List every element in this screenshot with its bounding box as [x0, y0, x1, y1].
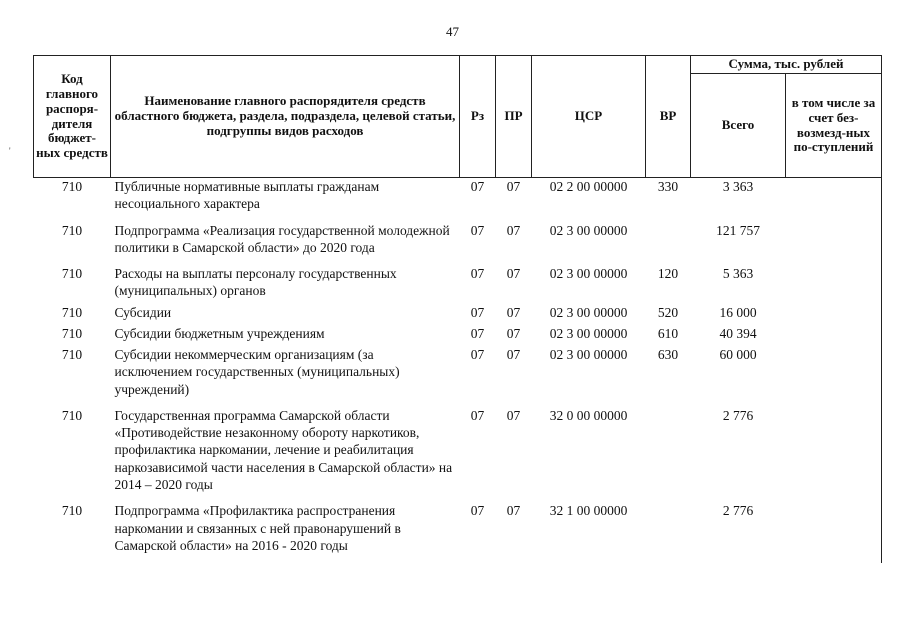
cell-code: 710 [61, 347, 83, 363]
header-code: Код главного распоря-дителя бюджет-ных средств [34, 56, 111, 178]
cell-csr: 02 3 00 00000 [549, 266, 628, 282]
header-name: Наименование главного распорядителя средств областного бюджета, раздела, подраздела, целевой статьи, подгруппы видов расходов [111, 56, 460, 178]
cell-csr: 02 3 00 00000 [549, 347, 628, 363]
cell-incl [786, 304, 882, 325]
table-row [34, 304, 882, 325]
cell-rz: 07 [470, 266, 485, 282]
header-vr: ВР [646, 56, 691, 178]
cell-name: Субсидии некоммерческим организациям (за исключением государственных (муниципальных) учреждений) [114, 347, 400, 397]
cell-pr: 07 [506, 503, 521, 519]
cell-csr: 02 3 00 00000 [549, 222, 628, 238]
cell-total: 5 363 [722, 266, 754, 282]
table-row [34, 346, 882, 407]
cell-total: 3 363 [722, 179, 754, 194]
cell-code: 710 [61, 222, 83, 238]
budget-table [33, 55, 882, 563]
cell-pr: 07 [506, 179, 521, 194]
cell-name: Субсидии бюджетным учреждениям [114, 325, 325, 341]
cell-incl [786, 265, 882, 304]
cell-csr: 02 2 00 00000 [549, 179, 628, 194]
cell-name: Публичные нормативные выплаты гражданам несоциального характера [114, 179, 380, 212]
cell-incl [786, 502, 882, 563]
cell-incl [786, 325, 882, 346]
cell-code: 710 [61, 325, 83, 341]
table-row [34, 407, 882, 502]
cell-rz: 07 [470, 222, 485, 238]
cell-vr: 630 [657, 347, 679, 363]
header-csr: ЦСР [532, 56, 646, 178]
cell-code: 710 [61, 304, 83, 320]
cell-name: Подпрограмма «Профилактика распространения наркомании и связанных с ней правонарушений в Самарской области» на 2016 - 2020 годы [114, 503, 401, 553]
cell-pr: 07 [506, 266, 521, 282]
cell-csr: 32 0 00 00000 [549, 407, 628, 423]
cell-pr: 07 [506, 222, 521, 238]
cell-code: 710 [61, 179, 83, 194]
cell-vr: 330 [657, 179, 679, 194]
cell-total: 16 000 [719, 304, 757, 320]
table-row [34, 325, 882, 346]
cell-total: 60 000 [719, 347, 757, 363]
cell-vr [646, 222, 691, 266]
table-row [34, 178, 882, 222]
table-row [34, 222, 882, 266]
header-pr: ПР [496, 56, 532, 178]
cell-pr: 07 [506, 407, 521, 423]
cell-rz: 07 [470, 503, 485, 519]
table-row [34, 502, 882, 563]
cell-rz: 07 [470, 304, 485, 320]
cell-total: 40 394 [719, 325, 757, 341]
cell-incl [786, 222, 882, 266]
cell-total: 2 776 [722, 503, 754, 519]
cell-total: 2 776 [722, 407, 754, 423]
cell-code: 710 [61, 503, 83, 519]
cell-rz: 07 [470, 179, 485, 194]
cell-name: Государственная программа Самарской области «Противодействие незаконному обороту наркотиков, профилактика наркомании, лечение и реабилитация наркозависимой части населения в Самарской области» на 2014 – 2020 годы [114, 407, 453, 492]
cell-rz: 07 [470, 407, 485, 423]
header-incl: в том числе за счет без-возмезд-ных по-ступлений [786, 74, 882, 178]
margin-mark: ' [9, 146, 11, 156]
cell-vr: 520 [657, 304, 679, 320]
cell-name: Субсидии [114, 304, 172, 320]
table-row [34, 265, 882, 304]
cell-code: 710 [61, 266, 83, 282]
cell-csr: 02 3 00 00000 [549, 325, 628, 341]
cell-vr: 120 [657, 266, 679, 282]
page-number: 47 [446, 24, 459, 39]
table-header [34, 56, 882, 178]
header-rz: Рз [460, 56, 496, 178]
cell-name: Подпрограмма «Реализация государственной молодежной политики в Самарской области» до 2020 года [114, 222, 450, 255]
cell-rz: 07 [470, 347, 485, 363]
cell-pr: 07 [506, 304, 521, 320]
header-sum: Сумма, тыс. рублей [691, 56, 882, 74]
table-body [34, 178, 882, 564]
cell-vr [646, 502, 691, 563]
header-total: Всего [691, 74, 786, 178]
cell-pr: 07 [506, 325, 521, 341]
cell-vr: 610 [657, 325, 679, 341]
cell-pr: 07 [506, 347, 521, 363]
cell-csr: 32 1 00 00000 [549, 503, 628, 519]
cell-csr: 02 3 00 00000 [549, 304, 628, 320]
cell-incl [786, 178, 882, 222]
cell-total: 121 757 [716, 222, 760, 238]
cell-incl [786, 346, 882, 407]
cell-code: 710 [61, 407, 83, 423]
cell-rz: 07 [470, 325, 485, 341]
cell-vr [646, 407, 691, 502]
cell-name: Расходы на выплаты персоналу государственных (муниципальных) органов [114, 266, 397, 299]
cell-incl [786, 407, 882, 502]
